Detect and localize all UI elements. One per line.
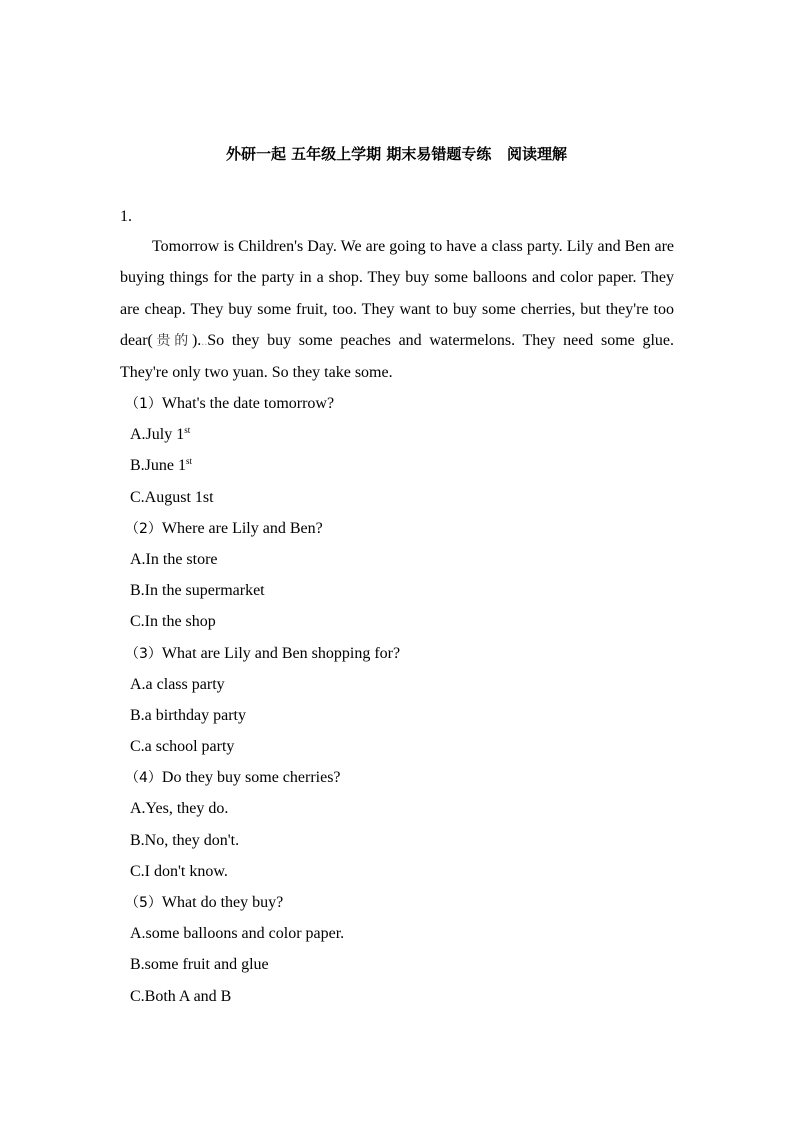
option-4b[interactable] (120, 825, 674, 856)
option-text: C.In the shop (130, 613, 216, 631)
option-text: B.a birthday party (130, 706, 246, 724)
option-text: A.a class party (130, 675, 225, 693)
passage-underline-dots: .. (201, 333, 208, 348)
option-2a[interactable] (120, 544, 674, 575)
sub-question-4 (120, 762, 674, 793)
sub-question-text: What's the date tomorrow? (161, 395, 335, 412)
option-4a[interactable] (120, 793, 674, 824)
option-superscript: st (184, 425, 191, 436)
option-text: A.In the store (130, 550, 218, 568)
sub-question-1 (120, 388, 674, 419)
option-text: A.Yes, they do. (130, 800, 229, 818)
option-1a[interactable] (120, 419, 674, 450)
sub-question-number: （3） (125, 645, 162, 662)
sub-question-5 (120, 887, 674, 918)
option-2c[interactable] (120, 606, 674, 637)
option-3c[interactable] (120, 731, 674, 762)
sub-question-2 (120, 513, 674, 544)
option-text: B.No, they don't. (130, 831, 240, 849)
option-1b[interactable] (120, 450, 674, 481)
option-text: B.some fruit and glue (130, 956, 269, 974)
page-title: 外研一起 五年级上学期 期末易错题专练 阅读理解 (225, 145, 568, 163)
option-1c[interactable] (120, 482, 674, 513)
option-3b[interactable] (120, 700, 674, 731)
option-4c[interactable] (120, 856, 674, 887)
option-text: C.Both A and B (130, 987, 232, 1005)
option-text: A.July 1 (130, 426, 185, 444)
sub-question-number: （2） (125, 520, 162, 537)
sub-question-text: Where are Lily and Ben? (161, 519, 323, 537)
option-5a[interactable] (120, 918, 674, 949)
sub-question-text: What are Lily and Ben shopping for? (161, 644, 401, 662)
option-text: C.I don't know. (130, 862, 228, 880)
option-text: B.June 1 (130, 457, 186, 475)
option-3a[interactable] (120, 669, 674, 700)
sub-question-number: （5） (125, 895, 162, 911)
sub-question-number: （4） (125, 770, 162, 787)
question-list (120, 388, 674, 1012)
option-text: C.August 1st (130, 488, 214, 506)
option-5c[interactable] (120, 981, 674, 1012)
question-number: 1. (120, 208, 132, 225)
option-5b[interactable] (120, 949, 674, 980)
sub-question-3 (120, 638, 674, 669)
sub-question-text: Do they buy some cherries? (161, 769, 341, 787)
sub-question-number: （1） (125, 396, 162, 412)
passage-chinese-gloss: 贵的 (152, 332, 192, 349)
passage-text-part2: ). (191, 331, 202, 349)
option-2b[interactable] (120, 575, 674, 606)
passage-text-part1: Tomorrow is Children's Day. We are going to have a class party. Lily and Ben are buying things for the party in a shop. They buy some balloons and color paper. They are cheap. They buy some fruit, too. They want to buy some cherries, but they're too dear( (120, 238, 674, 349)
option-superscript: st (186, 456, 193, 467)
option-text: B.In the supermarket (130, 582, 265, 600)
option-text: A.some balloons and color paper. (130, 925, 345, 943)
sub-question-text: What do they buy? (161, 894, 284, 911)
reading-passage (120, 231, 674, 388)
option-text: C.a school party (130, 738, 235, 756)
passage-text-part3: So they buy some peaches and watermelons. They need some glue. They're only two yuan. So they take some. (120, 331, 675, 382)
